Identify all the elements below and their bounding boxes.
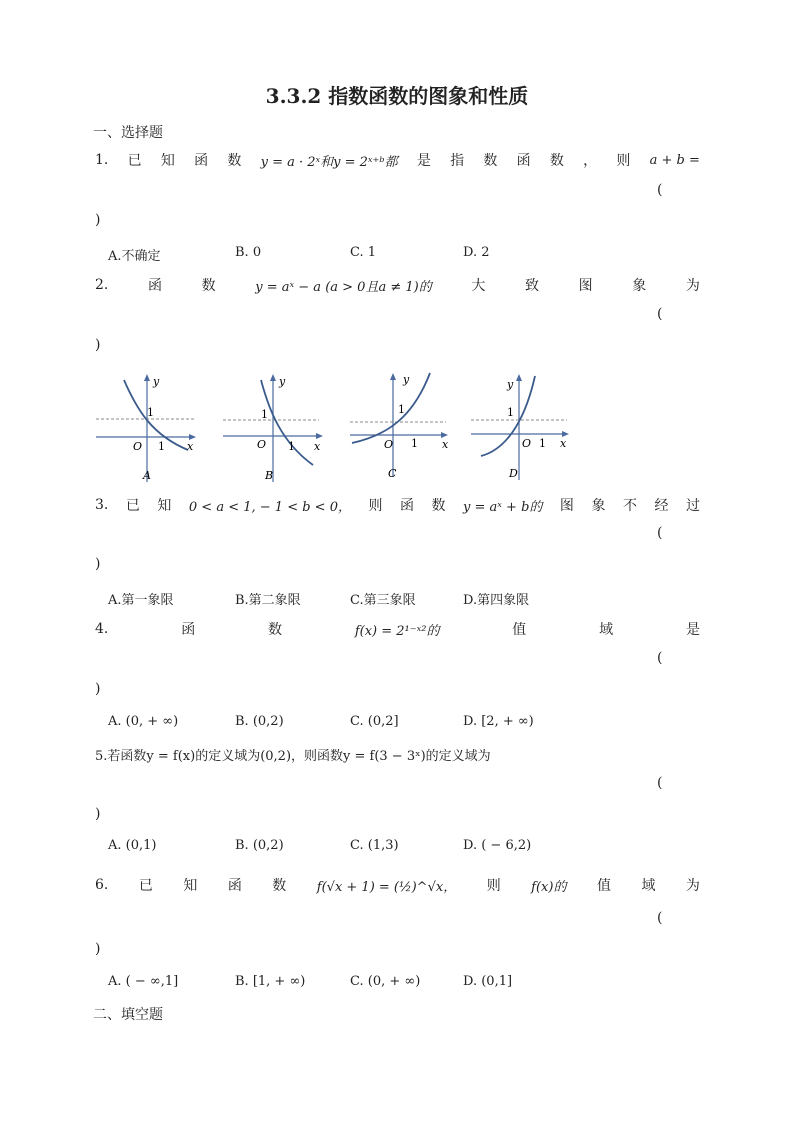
option-c: C. (0,2]: [350, 714, 399, 729]
stem-char: 为: [685, 878, 700, 894]
option-b: B. 0: [235, 245, 262, 260]
question-number: 1.: [95, 152, 109, 168]
y-one-label: 1: [398, 403, 405, 416]
option-c: C. (1,3): [350, 838, 399, 853]
stem-char: 大: [471, 278, 486, 294]
stem-char: 函: [181, 622, 196, 638]
x-one-label: 1: [158, 440, 165, 453]
question-number: 3.: [95, 497, 109, 513]
stem-char: 数: [272, 878, 287, 894]
stem-char: 是: [685, 622, 700, 638]
x-one-label: 1: [288, 440, 295, 453]
graph-a: [92, 370, 202, 485]
stem-char: 函: [516, 153, 531, 169]
stem-char: 则: [616, 153, 631, 169]
stem-char: ，: [583, 153, 598, 169]
curve: [352, 373, 430, 443]
option-a: A.第一象限: [108, 593, 174, 608]
stem-char: 知: [160, 153, 175, 169]
answer-paren-open: (: [657, 775, 663, 791]
stem-char: 为: [685, 278, 700, 294]
x-axis-arrow: [316, 433, 323, 439]
graph-letter: C: [388, 467, 397, 480]
y-axis-arrow: [270, 374, 276, 381]
option-b: B. (0,2): [235, 838, 284, 853]
answer-paren-close: ): [95, 337, 101, 353]
stem-char: 函: [400, 498, 415, 514]
graph-letter: B: [265, 469, 274, 482]
stem-char: 过: [685, 498, 700, 514]
y-label: y: [403, 373, 410, 386]
question-5-stem: 5.若函数y = f(x)的定义域为(0,2)，则函数y = f(3 − 3ˣ)的定义域为: [95, 749, 491, 764]
x-label: x: [442, 438, 449, 451]
stem-char: 不: [622, 498, 637, 514]
stem-char: 象: [632, 278, 647, 294]
stem-char: 函: [148, 278, 162, 294]
option-d: D. [2, + ∞): [463, 714, 534, 729]
stem-formula: y = aˣ + b的: [463, 499, 543, 515]
y-one-label: 1: [261, 408, 268, 421]
option-b: B.第二象限: [235, 593, 301, 608]
origin-label: O: [133, 440, 143, 453]
y-label: y: [279, 375, 286, 388]
stem-char: 数: [549, 153, 564, 169]
stem-char: 域: [599, 622, 614, 638]
answer-paren-open: (: [657, 182, 663, 198]
stem-char: 图: [559, 498, 574, 514]
stem-char: 函: [194, 153, 209, 169]
stem-char: 域: [641, 878, 656, 894]
option-a: A.不确定: [108, 249, 161, 264]
stem-char: 是: [416, 153, 431, 169]
y-label: y: [507, 378, 514, 391]
stem-char: 数: [201, 278, 216, 294]
stem-formula: y = aˣ − a (a > 0且a ≠ 1)的: [255, 279, 432, 295]
y-axis-arrow: [390, 373, 396, 380]
origin-label: O: [522, 437, 532, 450]
stem-char: 值: [512, 622, 527, 638]
graph-letter: D: [509, 467, 518, 480]
answer-paren-open: (: [657, 650, 663, 666]
graph-c: [348, 367, 458, 482]
stem-char: 已: [127, 153, 142, 169]
option-d: D. ( − 6,2): [463, 838, 532, 853]
stem-char: 已: [125, 498, 140, 514]
x-label: x: [187, 440, 194, 453]
option-c: C. (0, + ∞): [350, 974, 421, 989]
stem-formula: a + b =: [649, 152, 700, 168]
option-c: C.第三象限: [350, 593, 416, 608]
answer-paren-close: ): [95, 681, 101, 697]
stem-char: 数: [483, 153, 498, 169]
x-one-label: 1: [539, 437, 546, 450]
y-axis-arrow: [144, 374, 150, 381]
question-number: 2.: [95, 277, 109, 293]
stem-formula: y = a · 2ˣ和y = 2ˣ⁺ᵇ都: [260, 154, 398, 170]
stem-char: 致: [524, 278, 539, 294]
answer-paren-close: ): [95, 806, 101, 822]
stem-char: 则: [368, 498, 383, 514]
page-title: 3.3.2 指数函数的图象和性质: [265, 84, 529, 108]
option-d: D. (0,1]: [463, 974, 513, 989]
section-heading-fill: 二、填空题: [93, 1007, 163, 1023]
origin-label: O: [257, 438, 267, 451]
x-label: x: [560, 437, 567, 450]
option-a: A. (0,1): [108, 838, 157, 853]
stem-char: 知: [157, 498, 172, 514]
answer-paren-open: (: [657, 525, 663, 541]
question-2-stem: [95, 274, 700, 296]
question-3-stem: [95, 494, 700, 516]
y-axis-arrow: [516, 374, 522, 381]
question-6-stem: [95, 874, 700, 896]
option-a: A. (0, + ∞): [108, 714, 179, 729]
stem-formula: 0 < a < 1, − 1 < b < 0，: [188, 499, 351, 515]
stem-formula: f(√x + 1) = (½)^√x，: [316, 879, 457, 895]
stem-char: 象: [591, 498, 606, 514]
stem-char: 已: [138, 878, 153, 894]
stem-char: 数: [268, 622, 283, 638]
stem-char: 知: [183, 878, 198, 894]
curve: [261, 380, 313, 465]
answer-paren-open: (: [657, 306, 663, 322]
y-one-label: 1: [147, 406, 154, 419]
graph-letter: A: [143, 469, 151, 482]
stem-char: 函: [227, 878, 242, 894]
stem-formula: f(x)的: [531, 879, 567, 895]
stem-char: 指: [450, 153, 465, 169]
y-label: y: [153, 375, 160, 388]
option-b: B. (0,2): [235, 714, 284, 729]
graph-d: [469, 370, 579, 485]
stem-char: 图: [578, 278, 593, 294]
origin-label: O: [384, 438, 394, 451]
section-heading-choice: 一、选择题: [93, 125, 163, 141]
question-number: 4.: [95, 621, 109, 637]
stem-char: 则: [486, 878, 501, 894]
answer-paren-open: (: [657, 910, 663, 926]
y-one-label: 1: [507, 406, 514, 419]
option-d: D.第四象限: [463, 593, 530, 608]
answer-paren-close: ): [95, 212, 101, 228]
option-c: C. 1: [350, 245, 377, 260]
graph-b: [221, 370, 331, 485]
stem-char: 数: [227, 153, 242, 169]
option-b: B. [1, + ∞): [235, 974, 306, 989]
x-one-label: 1: [411, 437, 418, 450]
answer-paren-close: ): [95, 556, 101, 572]
option-d: D. 2: [463, 245, 490, 260]
question-1-stem: [95, 149, 700, 171]
question-4-stem: [95, 618, 700, 640]
stem-char: 经: [654, 498, 669, 514]
question-number: 6.: [95, 877, 109, 893]
option-a: A. ( − ∞,1]: [108, 974, 179, 989]
stem-formula: f(x) = 2¹⁻ˣ²的: [354, 623, 440, 639]
stem-char: 值: [596, 878, 611, 894]
stem-char: 数: [431, 498, 446, 514]
x-label: x: [314, 440, 321, 453]
answer-paren-close: ): [95, 941, 101, 957]
